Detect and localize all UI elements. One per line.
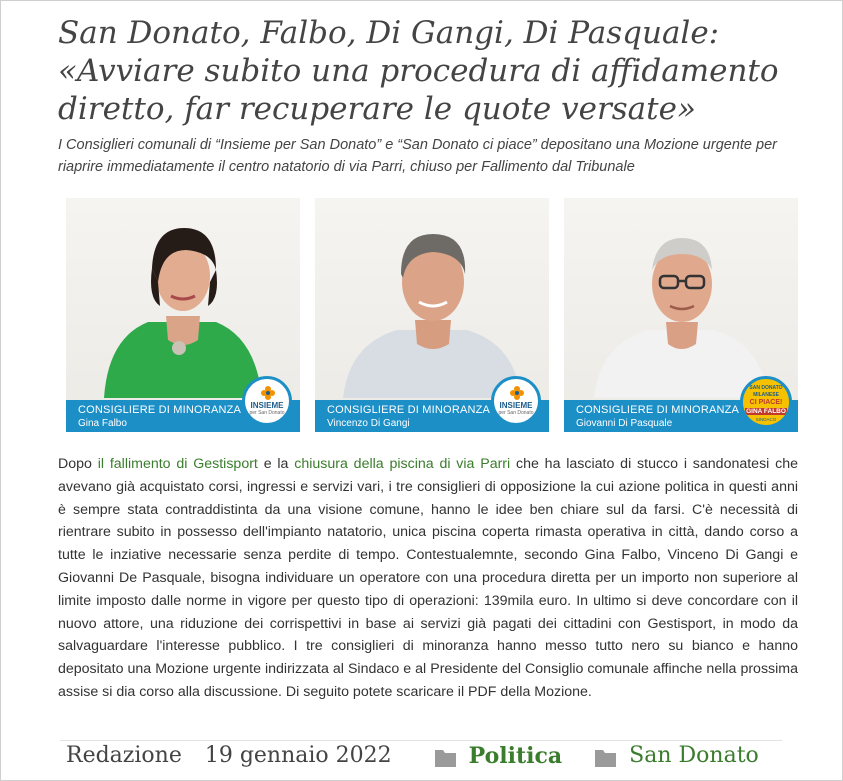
logo-name: INSIEME bbox=[250, 401, 284, 410]
category-link-politica[interactable]: Politica bbox=[468, 743, 563, 769]
publish-date: 19 gennaio 2022 bbox=[204, 743, 392, 768]
article-subtitle: I Consiglieri comunali di “Insieme per San Donato” e “San Donato ci piace” depositano una Mozione urgente per riaprire immediatamente il centro natatorio di via Parri, chiuso per Fallimento dal Tribunale bbox=[58, 137, 777, 175]
flower-icon bbox=[510, 386, 524, 400]
councillor-card-falbo bbox=[66, 198, 300, 432]
councillor-photo-di-gangi bbox=[315, 198, 549, 398]
body-text-segment: e la bbox=[257, 456, 295, 472]
logo-sub: per San Donato bbox=[498, 410, 534, 416]
caption-role: CONSIGLIERE DI MINORANZA bbox=[327, 404, 491, 416]
caption-name: Gina Falbo bbox=[78, 418, 127, 429]
logo-sub: per San Donato bbox=[249, 410, 285, 416]
logo-line: MILANESE bbox=[753, 392, 779, 398]
article-body bbox=[58, 453, 798, 704]
body-text-segment: che ha lasciato di stucco i sandonatesi che avevano già acquistato corsi, ingressi e servizi vari, i tre consiglieri di opposizione la cui azione politica in questi anni è sempre stata contraddistinta da una visione comune, hanno le idee ben chiare sul da farsi. C'è necessità di rientrare subito in possesso dell'impianto natatorio, unica piscina coperta rimasta operativa in città, dando corso a tutte le inziative necessarie senza perdite di tempo. Contestualemnte, secondo Gina Falbo, Vinceno Di Gangi e Giovanni De Pasquale, bisogna individuare un operatore con una procedura diretta per un importo non superiore al limite imposto dalle norme in vigore per questo tipo di operazioni: 139mila euro. In ultimo si deve concordare con il nuovo attore, una riduzione dei corrispettivi in base ai servizi già pagati dei cittadini con Gestisport, in modo da salvaguardare l'interesse pubblico. I tre consiglieri di minoranza hanno messo tutto nero su bianco e hanno depositato una Mozione urgente indirizzata al Sindaco e al Presidente del Consiglio comunale affinche nella prossima assise si dia corso alla discussione. Di seguito potete scaricare il PDF della Mozione. bbox=[58, 456, 798, 700]
folder-icon bbox=[433, 739, 458, 773]
logo-line: SINDACO bbox=[755, 417, 777, 422]
logo-name: INSIEME bbox=[499, 401, 533, 410]
logo-line: SAN DONATO bbox=[749, 385, 783, 391]
insieme-logo bbox=[242, 376, 292, 426]
logo-line: GINA FALBO bbox=[746, 408, 786, 415]
logo-line: CI PIACE! bbox=[749, 399, 783, 406]
councillor-photo-di-pasquale bbox=[564, 198, 798, 398]
body-text-segment: Dopo bbox=[58, 456, 98, 472]
councillor-photos bbox=[66, 198, 798, 433]
folder-icon bbox=[593, 739, 618, 773]
caption-role: CONSIGLIERE DI MINORANZA bbox=[78, 404, 242, 416]
caption-name: Vincenzo Di Gangi bbox=[327, 418, 410, 429]
caption-name: Giovanni Di Pasquale bbox=[576, 418, 673, 429]
flower-icon bbox=[261, 386, 275, 400]
councillor-card-di-gangi bbox=[315, 198, 549, 432]
councillor-card-di-pasquale bbox=[564, 198, 798, 432]
author-name: Redazione bbox=[66, 743, 182, 768]
article-title: San Donato, Falbo, Di Gangi, Di Pasquale: «Avviare subito una procedura di affidamento diretto, far recuperare le quote versate» bbox=[58, 15, 779, 127]
san-donato-ci-piace-logo bbox=[740, 376, 792, 428]
category-link-san-donato[interactable]: San Donato bbox=[629, 743, 759, 768]
link-fallimento-gestisport[interactable]: il fallimento di Gestisport bbox=[97, 456, 258, 472]
caption-role: CONSIGLIERE DI MINORANZA bbox=[576, 404, 740, 416]
link-chiusura-piscina[interactable]: chiusura della piscina di via Parri bbox=[294, 456, 511, 472]
insieme-logo bbox=[491, 376, 541, 426]
article-footer bbox=[66, 739, 759, 773]
councillor-photo-falbo bbox=[66, 198, 300, 398]
